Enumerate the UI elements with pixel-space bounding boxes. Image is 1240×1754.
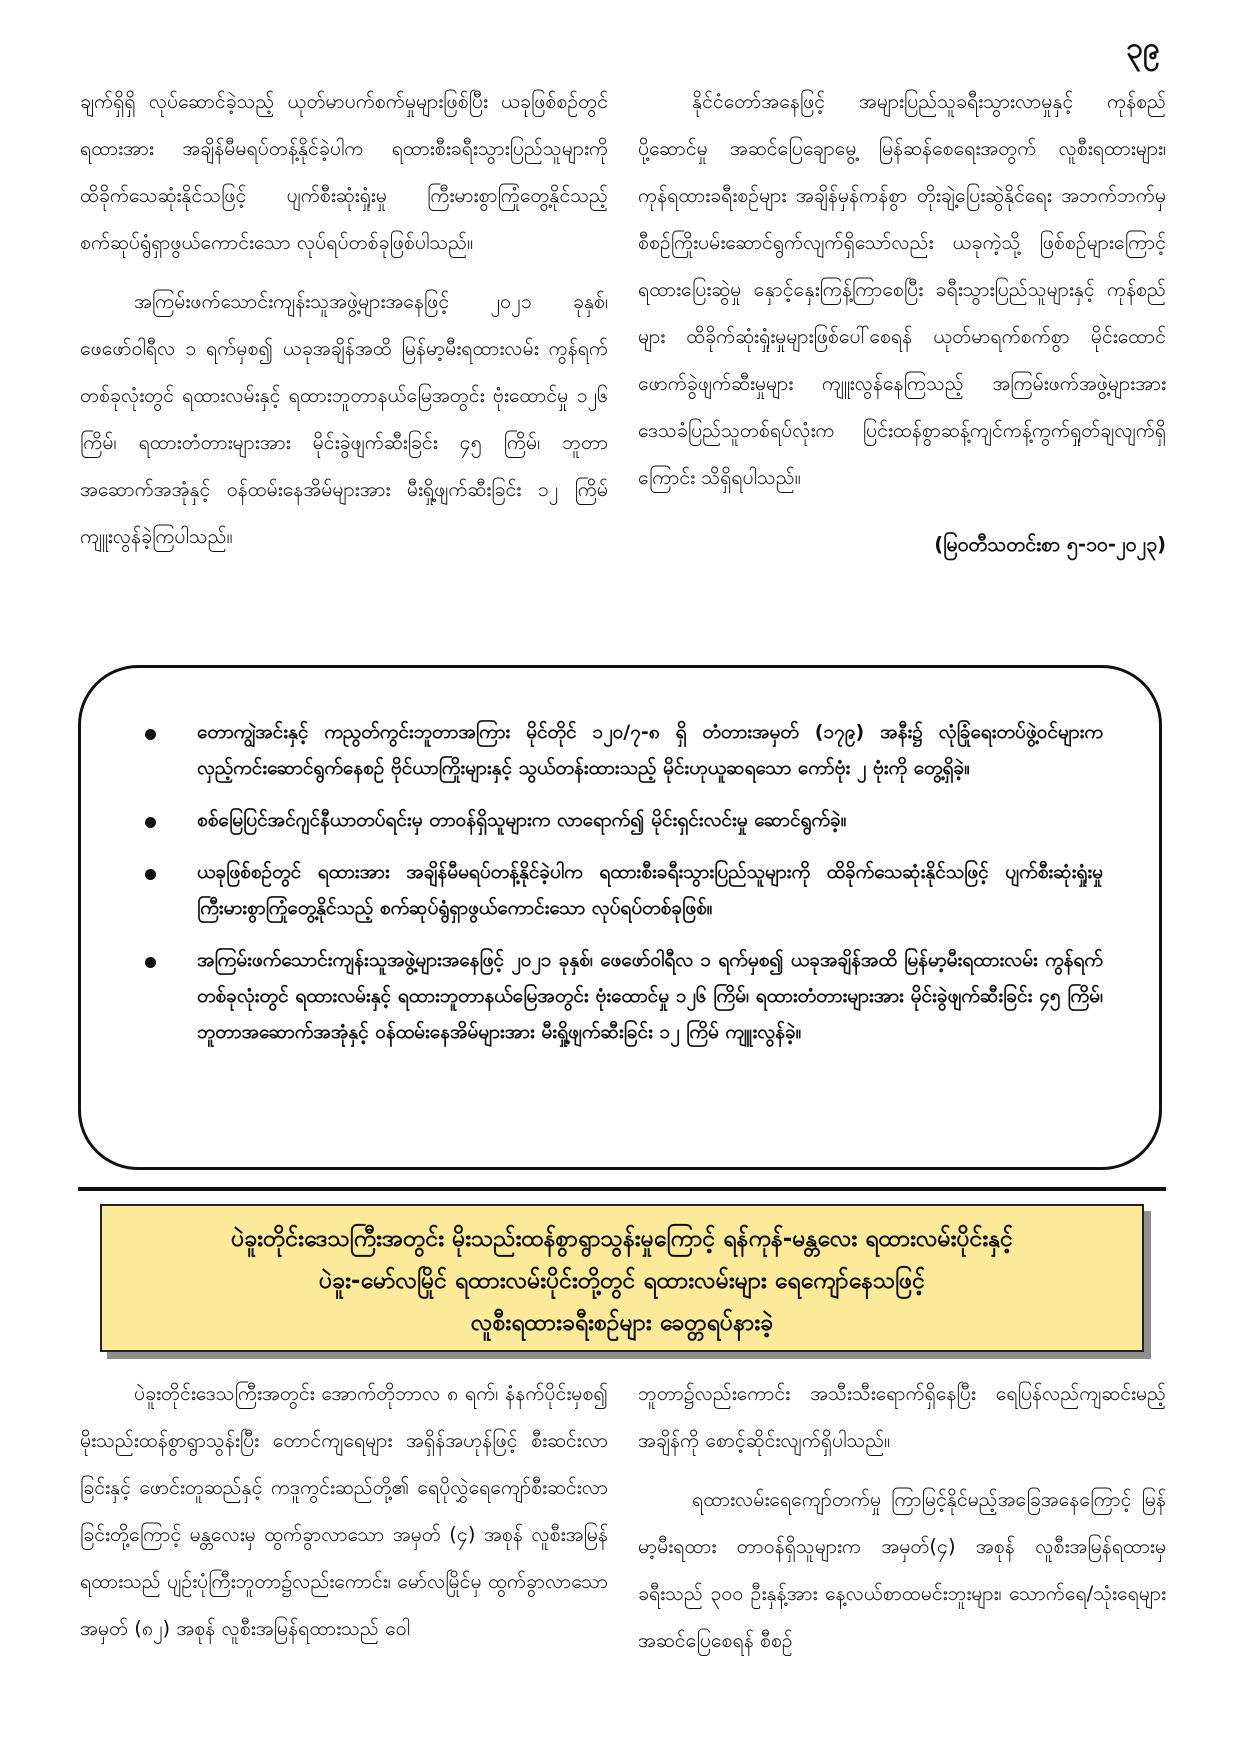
body-paragraph: ဘူတာ၌လည်းကောင်း အသီးသီးရောက်ရှိနေပြီး ရေပြန်လည်ကျဆင်းမည့်အချိန်ကို စောင့်ဆိုင်းလျက်ရှိပါသည်။ <box>638 1382 1166 1452</box>
bullet-icon <box>145 957 156 968</box>
headline-line: ပဲခူးတိုင်းဒေသကြီးအတွင်း မိုးသည်းထန်စွာရွာသွန်းမှုကြောင့် ရန်ကုန်-မန္တလေး ရထားလမ်းပိုင်းနှင့် <box>231 1226 1013 1252</box>
right-column-bottom <box>638 1370 1166 1676</box>
bullet-icon <box>145 729 156 740</box>
summary-list <box>137 714 1103 1050</box>
left-column-bottom <box>80 1370 608 1664</box>
summary-box <box>78 665 1162 1170</box>
right-column-top <box>638 78 1166 568</box>
news-headline <box>100 1204 1144 1352</box>
body-paragraph: အကြမ်းဖက်သောင်းကျန်းသူအဖွဲ့များအနေဖြင့် ၂၀၂၁ ခုနှစ်၊ ဖေဖော်ဝါရီလ ၁ ရက်မှစ၍ ယခုအချိန်အထိ မြန်မာ့မီးရထားလမ်း ကွန်ရက်တစ်ခုလုံးတွင် ရထားလမ်းနှင့် ရထားဘူတာနယ်မြေအတွင်း ဗုံးထောင်မှု ၁၂၆ ကြိမ်၊ ရထားတံတားများအား မိုင်းခွဲဖျက်ဆီးခြင်း ၄၅ ကြိမ်၊ ဘူတာအဆောက်အအုံနှင့် ဝန်ထမ်းနေအိမ်များအား မီးရှို့ဖျက်ဆီးခြင်း ၁၂ ကြိမ် ကျူးလွန်ခဲ့ကြပါသည်။ <box>80 290 608 548</box>
section-divider <box>78 1187 1166 1191</box>
body-paragraph: နိုင်ငံတော်အနေဖြင့် အများပြည်သူခရီးသွားလာမှုနှင့် ကုန်စည်ပို့ဆောင်မှု အဆင်ပြေချောမွေ့ မြန်ဆန်စေရေးအတွက် လူစီးရထားများ၊ ကုန်ရထားခရီးစဉ်များ အချိန်မှန်ကန်စွာ တိုးချဲ့ပြေးဆွဲနိုင်ရေး အဘက်ဘက်မှ စီစဉ်ကြိုးပမ်းဆောင်ရွက်လျက်ရှိသော်လည်း ယခုကဲ့သို့ ဖြစ်စဉ်များကြောင့် ရထားပြေးဆွဲမှု နှောင့်နှေးကြန့်ကြာစေပြီး ခရီးသွားပြည်သူများနှင့် ကုန်စည်များ ထိခိုက်ဆုံးရှုံးမှုများဖြစ်ပေါ်စေရန် ယုတ်မာရက်စက်စွာ မိုင်းထောင်ဖောက်ခွဲဖျက်ဆီးမှုများ ကျူးလွန်နေကြသည့် အကြမ်းဖက်အဖွဲ့များအား ဒေသခံပြည်သူတစ်ရပ်လုံးက ပြင်းထန်စွာဆန့်ကျင်ကန့်ကွက်ရှုတ်ချလျက်ရှိကြောင်း သိရှိရပါသည်။ <box>638 90 1166 489</box>
page-number: ၃၉ <box>1126 31 1160 66</box>
summary-item <box>137 854 1103 926</box>
body-paragraph: ပဲခူးတိုင်းဒေသကြီးအတွင်း အောက်တိုဘာလ ၈ ရက်၊ နံနက်ပိုင်းမှစ၍ မိုးသည်းထန်စွာရွာသွန်းပြီး တောင်ကျရေများ အရှိန်အဟုန်ဖြင့် စီးဆင်းလာခြင်းနှင့် ဖောင်းတူဆည်နှင့် ကဒူကွင်းဆည်တို့၏ ရေပိုလွှဲရေကျော်စီးဆင်းလာခြင်းတို့ကြောင့် မန္တလေးမှ ထွက်ခွာလာသော အမှတ် (၄) အစုန် လူစီးအမြန်ရထားသည် ပျဉ်းပုံကြီးဘူတာ၌လည်းကောင်း၊ မော်လမြိုင်မှ ထွက်ခွာလာသော အမှတ် (၈၂) အစုန် လူစီးအမြန်ရထားသည် ဝေါ <box>80 1382 608 1640</box>
body-paragraph: ရထားလမ်းရေကျော်တက်မှု ကြာမြင့်နိုင်မည့်အခြေအနေကြောင့် မြန်မာ့မီးရထား တာဝန်ရှိသူများက အမှတ်(၄) အစုန် လူစီးအမြန်ရထားမှ ခရီးသည် ၃၀၀ ဦးနှန့်အား နေ့လယ်စာထမင်းဘူးများ၊ သောက်ရေ/သုံးရေများ အဆင်ပြေစေရန် စီစဉ် <box>638 1488 1166 1652</box>
bullet-icon <box>145 817 156 828</box>
summary-item <box>137 802 1103 838</box>
summary-item-text: တောကျွဲအင်းနှင့် ကညွတ်ကွင်းဘူတာအကြား မိုင်တိုင် ၁၂၀/၇-၈ ရှိ တံတားအမှတ် (၁၇၉) အနီး၌ လုံခြုံရေးတပ်ဖွဲ့ဝင်များက လှည့်ကင်းဆောင်ရွက်နေစဉ် ဗိုင်ယာကြိုးများနှင့် သွယ်တန်းထားသည့် မိုင်းဟုယူဆရသော ကော်ဗုံး ၂ ဗုံးကို တွေ့ရှိခဲ့။ <box>197 721 1103 779</box>
headline-line: လူစီးရထားခရီးစဉ်များ ခေတ္တရပ်နားခဲ့ <box>470 1310 774 1336</box>
summary-item <box>137 714 1103 786</box>
summary-item-text: စစ်မြေပြင်အင်ဂျင်နီယာတပ်ရင်းမှ တာဝန်ရှိသူများက လာရောက်၍ မိုင်းရှင်းလင်းမှု ဆောင်ရွက်ခဲ့။ <box>197 809 847 831</box>
left-column-top <box>80 78 608 572</box>
summary-item-text: ယခုဖြစ်စဉ်တွင် ရထားအား အချိန်မီမရပ်တန့်နိုင်ခဲ့ပါက ရထားစီးခရီးသွားပြည်သူများကို ထိခိုက်သေဆုံးနိုင်သဖြင့် ပျက်စီးဆုံးရှုံးမှု ကြီးမားစွာကြုံတွေ့နိုင်သည့် စက်ဆုပ်ရွံရှာဖွယ်ကောင်းသော လုပ်ရပ်တစ်ခုဖြစ်။ <box>197 861 1103 919</box>
summary-item-text: အကြမ်းဖက်သောင်းကျန်းသူအဖွဲ့များအနေဖြင့် ၂၀၂၁ ခုနှစ်၊ ဖေဖော်ဝါရီလ ၁ ရက်မှစ၍ ယခုအချိန်အထိ မြန်မာ့မီးရထားလမ်း ကွန်ရက်တစ်ခုလုံးတွင် ရထားလမ်းနှင့် ရထားဘူတာနယ်မြေအတွင်း ဗုံးထောင်မှု ၁၂၆ ကြိမ်၊ ရထားတံတားများအား မိုင်းခွဲဖျက်ဆီးခြင်း ၄၅ ကြိမ်၊ ဘူတာအဆောက်အအုံနှင့် ဝန်ထမ်းနေအိမ်များအား မီးရှို့ဖျက်ဆီးခြင်း ၁၂ ကြိမ် ကျူးလွန်ခဲ့။ <box>197 949 1103 1043</box>
bullet-icon <box>145 869 156 880</box>
source-citation: (မြဝတီသတင်းစာ ၅-၁၀-၂၀၂၃) <box>934 533 1166 556</box>
headline-line: ပဲခူး-မော်လမြိုင် ရထားလမ်းပိုင်းတို့တွင် ရထားလမ်းများ ရေကျော်နေသဖြင့် <box>319 1268 925 1294</box>
summary-item <box>137 942 1103 1050</box>
body-paragraph: ချက်ရှိရှိ လုပ်ဆောင်ခဲ့သည့် ယုတ်မာပက်စက်မှုများဖြစ်ပြီး ယခုဖြစ်စဉ်တွင် ရထားအား အချိန်မီမရပ်တန့်နိုင်ခဲ့ပါက ရထားစီးခရီးသွားပြည်သူများကို ထိခိုက်သေဆုံးနိုင်သဖြင့် ပျက်စီးဆုံးရှုံးမှု ကြီးမားစွာကြုံတွေ့နိုင်သည့် စက်ဆုပ်ရွံရှာဖွယ်ကောင်းသော လုပ်ရပ်တစ်ခုဖြစ်ပါသည်။ <box>80 90 608 254</box>
